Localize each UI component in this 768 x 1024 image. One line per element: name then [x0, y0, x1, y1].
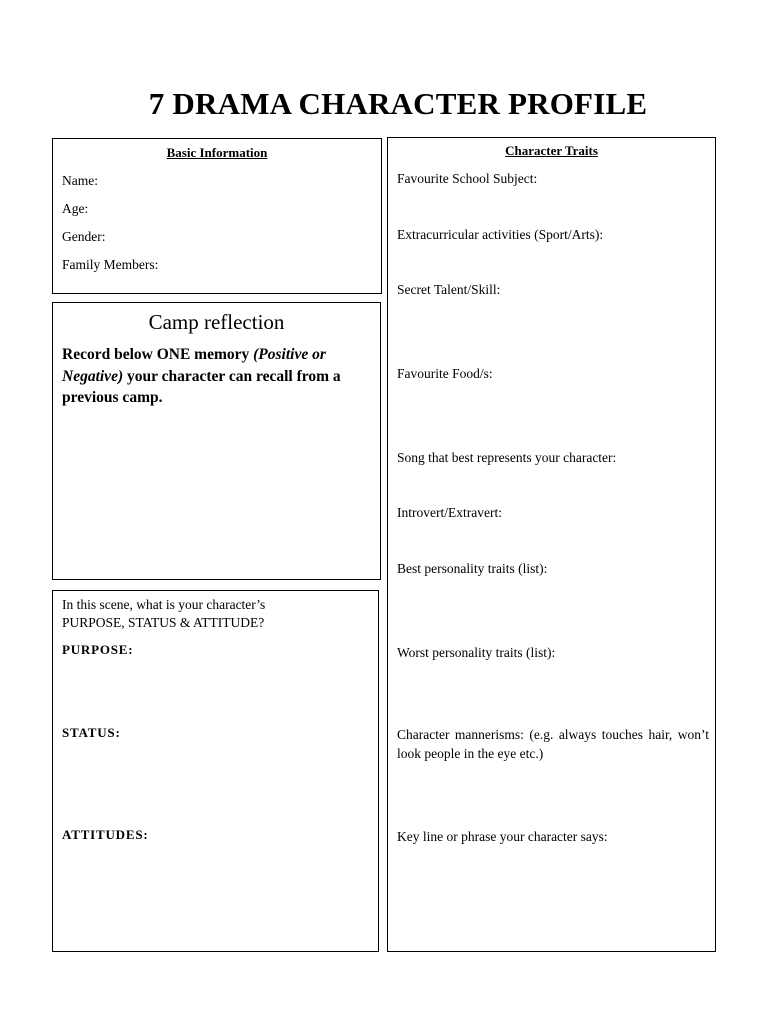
gender-field-label: Gender:: [62, 229, 106, 244]
scene-question-line-2: PURPOSE, STATUS & ATTITUDE?: [62, 615, 265, 630]
basic-information-box: [52, 138, 382, 294]
basic-information-heading: Basic Information: [166, 145, 268, 160]
purpose-label: PURPOSE:: [62, 642, 134, 657]
scene-question: [62, 596, 362, 632]
status-label: STATUS:: [62, 725, 121, 740]
trait-worst-personality-traits: Worst personality traits (list):: [397, 645, 556, 660]
age-field-label: Age:: [62, 201, 89, 216]
character-traits-box: [387, 137, 716, 952]
family-members-field-label: Family Members:: [62, 257, 159, 272]
trait-song: Song that best represents your character:: [397, 450, 617, 465]
trait-introvert-extravert: Introvert/Extravert:: [397, 505, 502, 520]
trait-favourite-food: Favourite Food/s:: [397, 366, 493, 381]
scene-analysis-box: [52, 590, 379, 952]
instruction-start: Record below ONE memory: [62, 346, 254, 363]
camp-reflection-instruction: [62, 344, 367, 409]
attitudes-label: ATTITUDES:: [62, 827, 149, 842]
trait-extracurricular-activities: Extracurricular activities (Sport/Arts):: [397, 227, 604, 242]
instruction-end: your character can recall from a previous camp.: [62, 367, 341, 406]
name-field-label: Name:: [62, 173, 98, 188]
page-title: 7 DRAMA CHARACTER PROFILE: [148, 86, 648, 121]
trait-key-line: Key line or phrase your character says:: [397, 829, 608, 844]
camp-reflection-heading: Camp reflection: [148, 310, 285, 334]
camp-reflection-box: [52, 302, 381, 580]
trait-secret-talent: Secret Talent/Skill:: [397, 282, 501, 297]
trait-character-mannerisms: Character mannerisms: (e.g. always touches hair, won’t look people in the eye etc.): [397, 727, 709, 761]
trait-favourite-school-subject: Favourite School Subject:: [397, 171, 538, 186]
scene-question-line-1: In this scene, what is your character’s: [62, 597, 266, 612]
character-traits-heading: Character Traits: [505, 143, 598, 158]
trait-best-personality-traits: Best personality traits (list):: [397, 561, 548, 576]
instruction-emphasis: (Positive or Negative): [62, 346, 326, 385]
